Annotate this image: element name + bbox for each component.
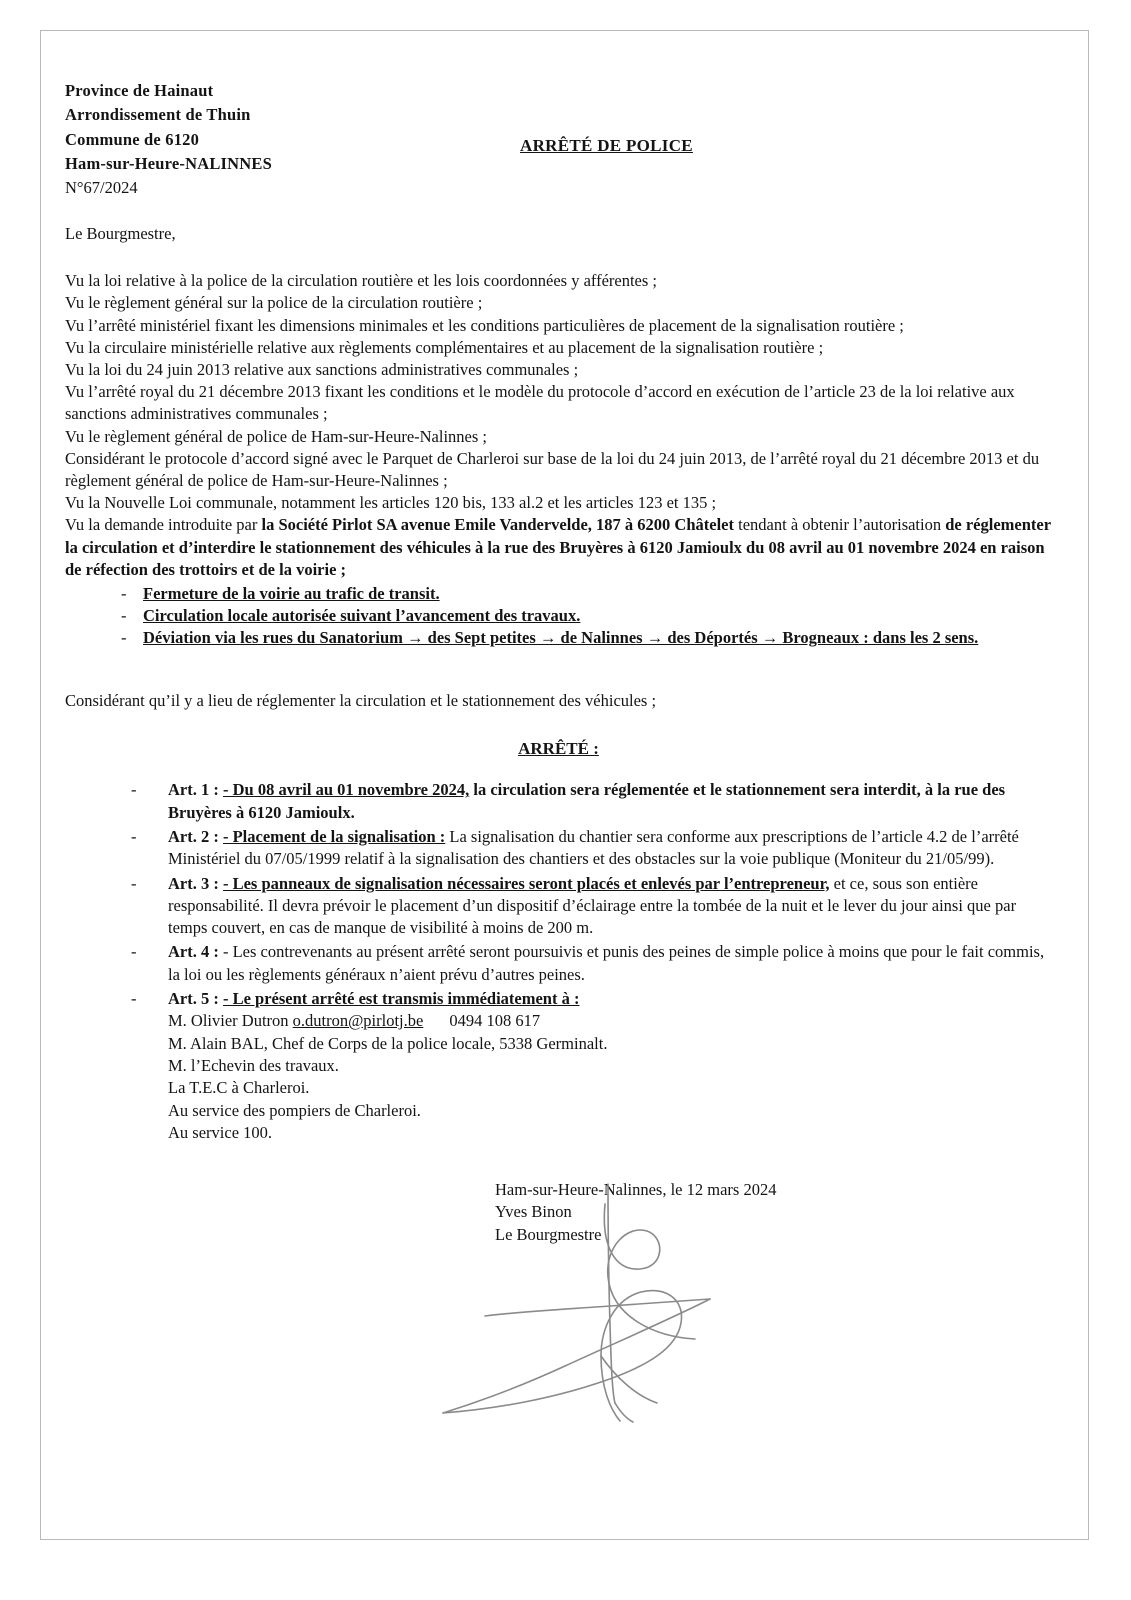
- list-item: M. l’Echevin des travaux.: [168, 1055, 339, 1075]
- visa-line: Vu l’arrêté ministériel fixant les dimensions minimales et les conditions particulières de placement de la signalisation routière ;: [65, 315, 904, 335]
- visa-line: Vu la circulaire ministérielle relative aux règlements complémentaires et au placement de la signalisation routière ;: [65, 337, 824, 357]
- bullet-dash: -: [131, 942, 137, 962]
- demande-lead: Vu la demande introduite par: [65, 515, 262, 535]
- article-number: Art. 5 :: [168, 988, 223, 1008]
- article-item: [65, 873, 1052, 940]
- considerant-final: Considérant qu’il y a lieu de réglementer la circulation et le stationnement des véhicules ;: [65, 691, 657, 711]
- article-item: [65, 988, 1052, 1145]
- list-item: La T.E.C à Charleroi.: [168, 1078, 310, 1098]
- demande-mid: tendant à obtenir l’autorisation: [734, 515, 946, 535]
- article-item: [65, 941, 1052, 986]
- visa-line: Considérant le protocole d’accord signé avec le Parquet de Charleroi sur base de la loi du 24 juin 2013, de l’arrêté royal du 21 décembre 2013 et du règlement général de police de Ham-sur-Heure-Nalinnes ;: [65, 448, 1040, 490]
- list-item: Au service 100.: [168, 1123, 273, 1143]
- visa-block: [65, 270, 1052, 581]
- list-item: [65, 583, 1052, 605]
- signature-area: [65, 1179, 1052, 1479]
- visa-line: Vu le règlement général de police de Ham-sur-Heure-Nalinnes ;: [65, 426, 487, 446]
- document-body: [65, 79, 1052, 1519]
- visa-line: Vu le règlement général sur la police de la circulation routière ;: [65, 293, 483, 313]
- arrete-heading-text: ARRÊTÉ :: [518, 739, 599, 759]
- bullet-dash: -: [121, 583, 127, 603]
- demande-paragraph: [65, 514, 1052, 581]
- arrondissement-line: Arrondissement de Thuin: [65, 105, 251, 125]
- article-item: [65, 779, 1052, 824]
- salutation: Le Bourgmestre,: [65, 224, 176, 244]
- article-number: Art. 4 :: [168, 942, 223, 962]
- page-title: ARRÊTÉ DE POLICE: [520, 136, 693, 155]
- bullet-dash: -: [131, 826, 137, 846]
- handwritten-signature-icon: [365, 1151, 985, 1451]
- bullet-dash: -: [121, 606, 127, 626]
- mesure-text: Fermeture de la voirie au trafic de transit.: [143, 583, 440, 603]
- demande-societe: la Société Pirlot SA avenue Emile Vandervelde, 187 à 6200 Châtelet: [261, 515, 734, 535]
- list-item: [65, 605, 1052, 627]
- article-number: Art. 1 :: [168, 780, 223, 800]
- signature-name: Yves Binon: [495, 1202, 572, 1222]
- article-underlined: - Du 08 avril au 01 novembre 2024,: [222, 780, 470, 800]
- signature-role: Le Bourgmestre: [495, 1225, 602, 1245]
- visa-line: Vu l’arrêté royal du 21 décembre 2013 fixant les conditions et le modèle du protocole d’accord en exécution de l’article 23 de la loi relative aux sanctions administratives communales ;: [65, 382, 1015, 424]
- mesures-list: [65, 583, 1052, 650]
- list-item: Au service des pompiers de Charleroi.: [168, 1100, 421, 1120]
- article-text: La signalisation du chantier sera conforme aux prescriptions de l’article 4.2 de l’arrêté Ministériel du 07/05/1999 relatif à la signalisation des chantiers et des obstacles sur la voie publique (Moniteur du 21/05/99).: [168, 826, 1019, 869]
- commune-line: Commune de 6120: [65, 129, 200, 149]
- article-text: et ce, sous son entière responsabilité. Il devra prévoir le placement d’un dispositif d’éclairage entre la tombée de la nuit et le lever du jour ainsi que par temps couvert, en cas de manque de visibilité à moins de 200 m.: [168, 873, 1017, 938]
- signature-place-date: Ham-sur-Heure-Nalinnes, le 12 mars 2024: [495, 1179, 777, 1199]
- list-item: [65, 627, 1052, 649]
- document-page: [40, 30, 1089, 1540]
- document-header: [65, 79, 1052, 200]
- document-number: N°67/2024: [65, 178, 138, 197]
- article-number: Art. 2 :: [168, 826, 223, 846]
- article-underlined: - Les panneaux de signalisation nécessaires seront placés et enlevés par l’entrepreneur,: [222, 873, 830, 893]
- bullet-dash: -: [131, 780, 137, 800]
- article-item: [65, 826, 1052, 871]
- article-text: - Les contrevenants au présent arrêté seront poursuivis et punis des peines de simple police à moins que pour le fait commis, la loi ou les règlements généraux n’aient prévu d’autres peines.: [168, 942, 1045, 984]
- arrete-heading: [65, 739, 1052, 759]
- email-link[interactable]: o.dutron@pirlotj.be: [292, 1011, 424, 1031]
- destinataire-name: M. Olivier Dutron: [168, 1011, 289, 1031]
- article-underlined: - Placement de la signalisation :: [222, 826, 446, 846]
- demande-objet: de réglementer la circulation et d’interdire le stationnement des véhicules à la rue des Bruyères à 6120 Jamioulx du 08 avril au 01 novembre 2024 en raison de réfection des trottoirs et de la voirie ;: [65, 515, 1051, 579]
- list-item: M. Alain BAL, Chef de Corps de la police locale, 5338 Germinalt.: [168, 1033, 608, 1053]
- visa-line: Vu la loi relative à la police de la circulation routière et les lois coordonnées y afférentes ;: [65, 271, 658, 291]
- bullet-dash: -: [131, 873, 137, 893]
- article-number: Art. 3 :: [168, 873, 223, 893]
- article-underlined: - Le présent arrêté est transmis immédiatement à :: [222, 988, 580, 1008]
- articles-list: [65, 779, 1052, 1144]
- destinataires-list: [168, 1010, 1052, 1145]
- commune-name-line: Ham-sur-Heure-NALINNES: [65, 153, 272, 173]
- visa-line: Vu la loi du 24 juin 2013 relative aux sanctions administratives communales ;: [65, 360, 579, 379]
- province-line: Province de Hainaut: [65, 81, 214, 100]
- list-item: [168, 1010, 1052, 1032]
- bullet-dash: -: [121, 628, 127, 648]
- article-text: la circulation sera réglementée et le stationnement sera interdit, à la rue des Bruyères à 6120 Jamioulx.: [168, 780, 1006, 822]
- mesure-text: Circulation locale autorisée suivant l’avancement des travaux.: [143, 606, 581, 626]
- bullet-dash: -: [131, 988, 137, 1008]
- visa-line: Vu la Nouvelle Loi communale, notamment les articles 120 bis, 133 al.2 et les articles 123 et 135 ;: [65, 493, 717, 513]
- mesure-text: Déviation via les rues du Sanatorium → des Sept petites → de Nalinnes → des Déportés → Brogneaux : dans les 2 sens.: [143, 628, 979, 648]
- phone-number: 0494 108 617: [449, 1011, 541, 1031]
